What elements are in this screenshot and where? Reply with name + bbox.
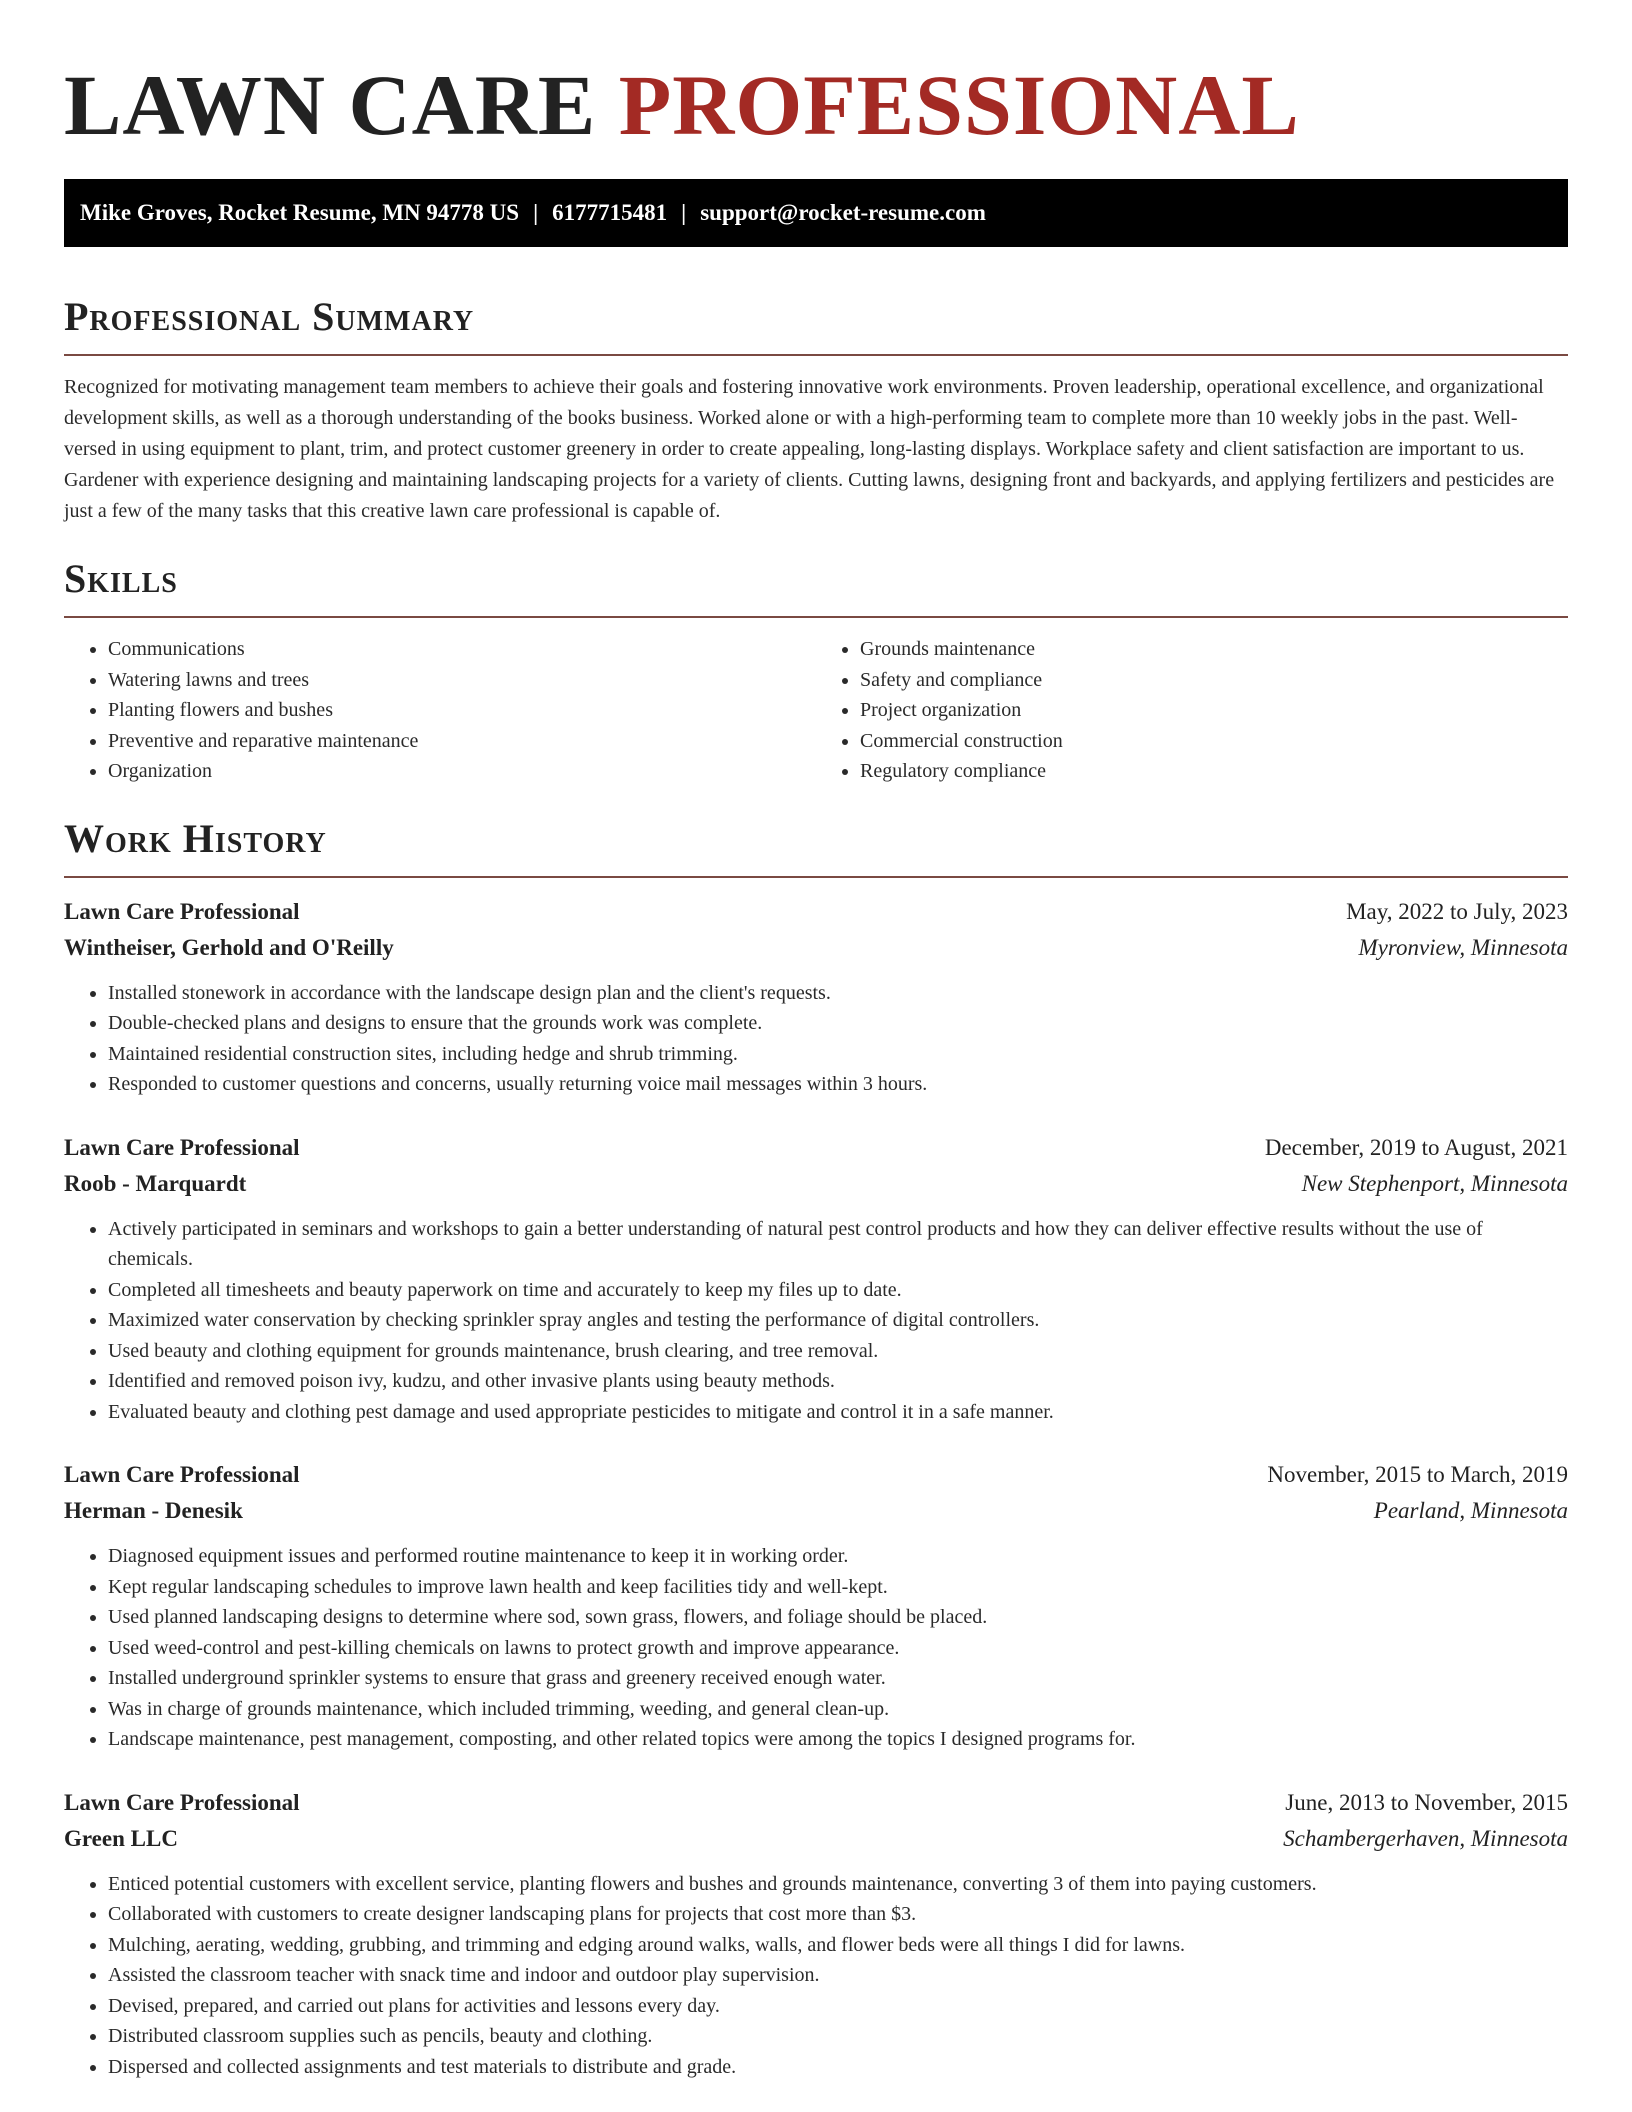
job-bullet: • Installed underground sprinkler systems to ensure that grass and greenery received enough water. — [108, 1663, 1568, 1694]
skill-item: • Grounds maintenance — [860, 634, 1568, 665]
job-bullet: • Enticed potential customers with excellent service, planting flowers and bushes and grounds maintenance, converting 3 of them into paying customers. — [108, 1869, 1568, 1900]
job-location: Pearland, Minnesota — [1373, 1498, 1568, 1524]
job-company: Wintheiser, Gerhold and O'Reilly — [64, 934, 394, 960]
summary-text: Recognized for motivating management team members to achieve their goals and fostering innovative work environments. Proven leadership, operational excellence, and organizational development skills, as well as a thorough understanding of the books business. Worked alone or with a high-performing team to complete more than 10 weekly jobs in the past. Well-versed in using equipment to plant, trim, and protect customer greenery in order to create appealing, long-lasting displays. Workplace safety and client satisfaction are important to us. Gardener with experience designing and maintaining landscaping projects for a variety of clients. Cutting lawns, designing front and backyards, and applying fertilizers and pesticides are just a few of the many tasks that this creative lawn care professional is capable of. — [64, 376, 1555, 523]
title-accent: PROFESSIONAL — [618, 57, 1300, 153]
job-bullet: • Kept regular landscaping schedules to improve lawn health and keep facilities tidy and well-kept. — [108, 1572, 1568, 1603]
section-divider — [64, 876, 1568, 878]
job-bullet: • Assisted the classroom teacher with snack time and indoor and outdoor play supervision. — [108, 1960, 1568, 1991]
title-main: LAWN CARE — [64, 57, 597, 153]
job-dates: May, 2022 to July, 2023 — [1346, 898, 1568, 924]
job-bullet: • Installed stonework in accordance with the landscape design plan and the client's requests. — [108, 978, 1568, 1009]
job-subheader-row — [64, 1166, 1568, 1202]
job-subheader-row — [64, 1821, 1568, 1857]
skill-item: • Planting flowers and bushes — [108, 695, 816, 726]
job-bullet: • Collaborated with customers to create designer landscaping plans for projects that cost more than $3. — [108, 1899, 1568, 1930]
job-bullet: • Distributed classroom supplies such as pencils, beauty and clothing. — [108, 2021, 1568, 2052]
job-entry — [64, 894, 1568, 1100]
job-bullet: • Used weed-control and pest-killing chemicals on lawns to protect growth and improve appearance. — [108, 1633, 1568, 1664]
job-bullets — [64, 1869, 1568, 2083]
job-company: Roob - Marquardt — [64, 1170, 247, 1196]
job-header-row — [64, 1130, 1568, 1166]
job-bullets — [64, 978, 1568, 1100]
job-bullet: • Responded to customer questions and concerns, usually returning voice mail messages within 3 hours. — [108, 1069, 1568, 1100]
job-entry — [64, 1785, 1568, 2083]
job-company: Herman - Denesik — [64, 1498, 243, 1524]
section-divider — [64, 616, 1568, 618]
skills-columns — [64, 634, 1568, 787]
contact-separator: | — [533, 200, 539, 226]
contact-phone: 6177715481 — [552, 200, 668, 226]
job-bullet: • Actively participated in seminars and workshops to gain a better understanding of natural pest control products and how they can deliver effective results without the use of chemicals. — [108, 1214, 1568, 1275]
summary-heading: Professional Summary — [64, 294, 475, 340]
job-dates: June, 2013 to November, 2015 — [1285, 1789, 1568, 1815]
job-bullet: • Identified and removed poison ivy, kudzu, and other invasive plants using beauty methods. — [108, 1366, 1568, 1397]
skills-list-left — [64, 634, 816, 787]
contact-separator: | — [681, 200, 687, 226]
skill-item: • Preventive and reparative maintenance — [108, 726, 816, 757]
skill-item: • Organization — [108, 756, 816, 787]
job-role: Lawn Care Professional — [64, 1462, 300, 1488]
skills-heading: Skills — [64, 556, 178, 602]
job-role: Lawn Care Professional — [64, 1789, 300, 1815]
job-bullet: • Was in charge of grounds maintenance, which included trimming, weeding, and general clean-up. — [108, 1694, 1568, 1725]
job-bullet: • Evaluated beauty and clothing pest damage and used appropriate pesticides to mitigate and control it in a safe manner. — [108, 1397, 1568, 1428]
job-dates: December, 2019 to August, 2021 — [1264, 1134, 1568, 1160]
job-entry — [64, 1457, 1568, 1755]
job-header-row — [64, 894, 1568, 930]
job-bullet: • Dispersed and collected assignments and test materials to distribute and grade. — [108, 2052, 1568, 2083]
job-location: New Stephenport, Minnesota — [1301, 1170, 1568, 1196]
work-history-section — [64, 815, 1568, 2083]
job-company: Green LLC — [64, 1825, 178, 1851]
job-bullet: • Double-checked plans and designs to ensure that the grounds work was complete. — [108, 1008, 1568, 1039]
job-bullet: • Maintained residential construction sites, including hedge and shrub trimming. — [108, 1039, 1568, 1070]
job-bullet: • Landscape maintenance, pest management, composting, and other related topics were among the topics I designed programs for. — [108, 1724, 1568, 1755]
job-bullets — [64, 1541, 1568, 1755]
job-entry — [64, 1130, 1568, 1428]
job-location: Myronview, Minnesota — [1358, 934, 1568, 960]
job-location: Schambergerhaven, Minnesota — [1283, 1825, 1568, 1851]
job-role: Lawn Care Professional — [64, 898, 300, 924]
job-bullet: • Used beauty and clothing equipment for grounds maintenance, brush clearing, and tree removal. — [108, 1336, 1568, 1367]
skill-item: • Safety and compliance — [860, 665, 1568, 696]
resume-title — [64, 54, 1568, 157]
skill-item: • Project organization — [860, 695, 1568, 726]
summary-section — [64, 293, 1568, 527]
job-bullets — [64, 1214, 1568, 1428]
job-role: Lawn Care Professional — [64, 1134, 300, 1160]
contact-email: support@rocket-resume.com — [700, 200, 986, 226]
job-header-row — [64, 1457, 1568, 1493]
skill-item: • Communications — [108, 634, 816, 665]
job-subheader-row — [64, 930, 1568, 966]
contact-bar — [64, 179, 1568, 247]
job-bullet: • Devised, prepared, and carried out plans for activities and lessons every day. — [108, 1991, 1568, 2022]
job-bullet: • Used planned landscaping designs to determine where sod, sown grass, flowers, and foliage should be placed. — [108, 1602, 1568, 1633]
work-history-heading: Work History — [64, 815, 327, 861]
job-subheader-row — [64, 1493, 1568, 1529]
job-bullet: • Diagnosed equipment issues and performed routine maintenance to keep it in working order. — [108, 1541, 1568, 1572]
job-header-row — [64, 1785, 1568, 1821]
section-divider — [64, 354, 1568, 356]
job-bullet: • Maximized water conservation by checking sprinkler spray angles and testing the performance of digital controllers. — [108, 1305, 1568, 1336]
skill-item: • Watering lawns and trees — [108, 665, 816, 696]
skills-section — [64, 555, 1568, 787]
skills-list-right — [816, 634, 1568, 787]
job-bullet: • Mulching, aerating, wedding, grubbing, and trimming and edging around walks, walls, and flower beds were all things I did for lawns. — [108, 1930, 1568, 1961]
job-bullet: • Completed all timesheets and beauty paperwork on time and accurately to keep my files up to date. — [108, 1275, 1568, 1306]
contact-address: Mike Groves, Rocket Resume, MN 94778 US — [80, 200, 520, 226]
skill-item: • Regulatory compliance — [860, 756, 1568, 787]
skill-item: • Commercial construction — [860, 726, 1568, 757]
job-dates: November, 2015 to March, 2019 — [1267, 1462, 1568, 1488]
